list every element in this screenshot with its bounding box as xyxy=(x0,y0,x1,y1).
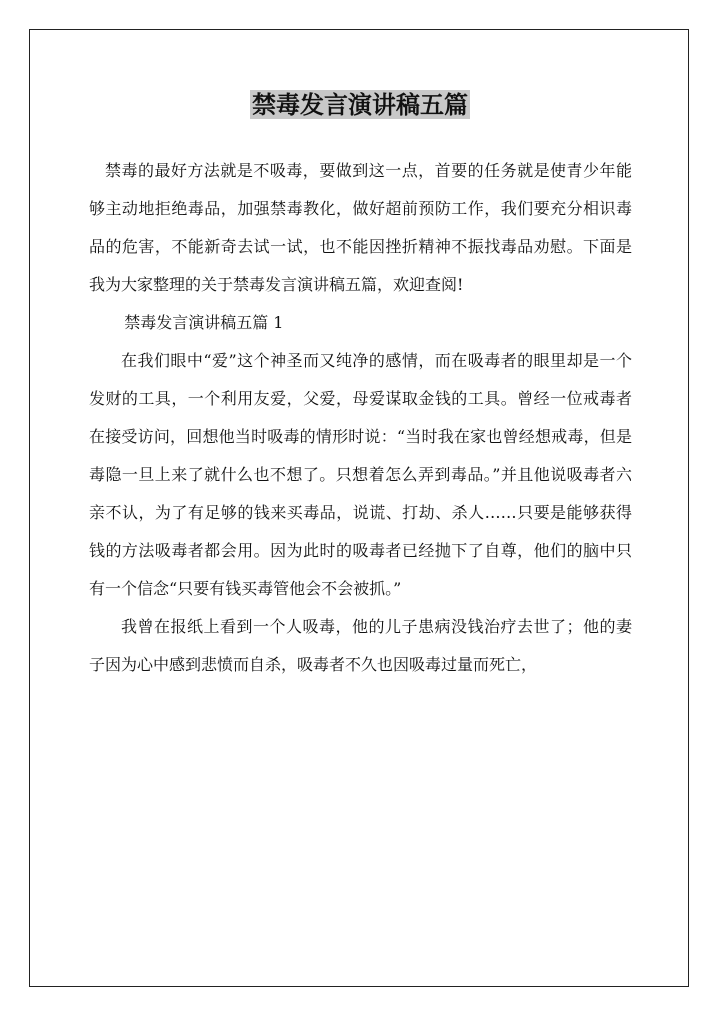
intro-paragraph: 禁毒的最好方法就是不吸毒，要做到这一点，首要的任务就是使青少年能够主动地拒绝毒品，加强禁毒教化，做好超前预防工作，我们要充分相识毒品的危害，不能新奇去试一试，也不能因挫折精神不振找毒品劝慰。下面是我为大家整理的关于禁毒发言演讲稿五篇，欢迎查阅! xyxy=(89,161,632,294)
document-title xyxy=(0,87,720,123)
body-paragraph: 我曾在报纸上看到一个人吸毒，他的儿子患病没钱治疗去世了；他的妻子因为心中感到悲愤而自杀，吸毒者不久也因吸毒过量而死亡， xyxy=(89,617,632,674)
section-heading: 禁毒发言演讲稿五篇 1 xyxy=(124,313,284,332)
document-body xyxy=(89,152,632,684)
body-paragraph: 在我们眼中“爱”这个神圣而又纯净的感情，而在吸毒者的眼里却是一个发财的工具，一个利用友爱，父爱，母爱谋取金钱的工具。曾经一位戒毒者在接受访问，回想他当时吸毒的情形时说：“当时我在家也曾经想戒毒，但是毒隐一旦上来了就什么也不想了。只想着怎么弄到毒品。”并且他说吸毒者六亲不认，为了有足够的钱来买毒品，说谎、打劫、杀人……只要是能够获得钱的方法吸毒者都会用。因为此时的吸毒者已经抛下了自尊，他们的脑中只有一个信念“只要有钱买毒管他会不会被抓。” xyxy=(89,351,632,598)
title-text: 禁毒发言演讲稿五篇 xyxy=(252,90,468,119)
